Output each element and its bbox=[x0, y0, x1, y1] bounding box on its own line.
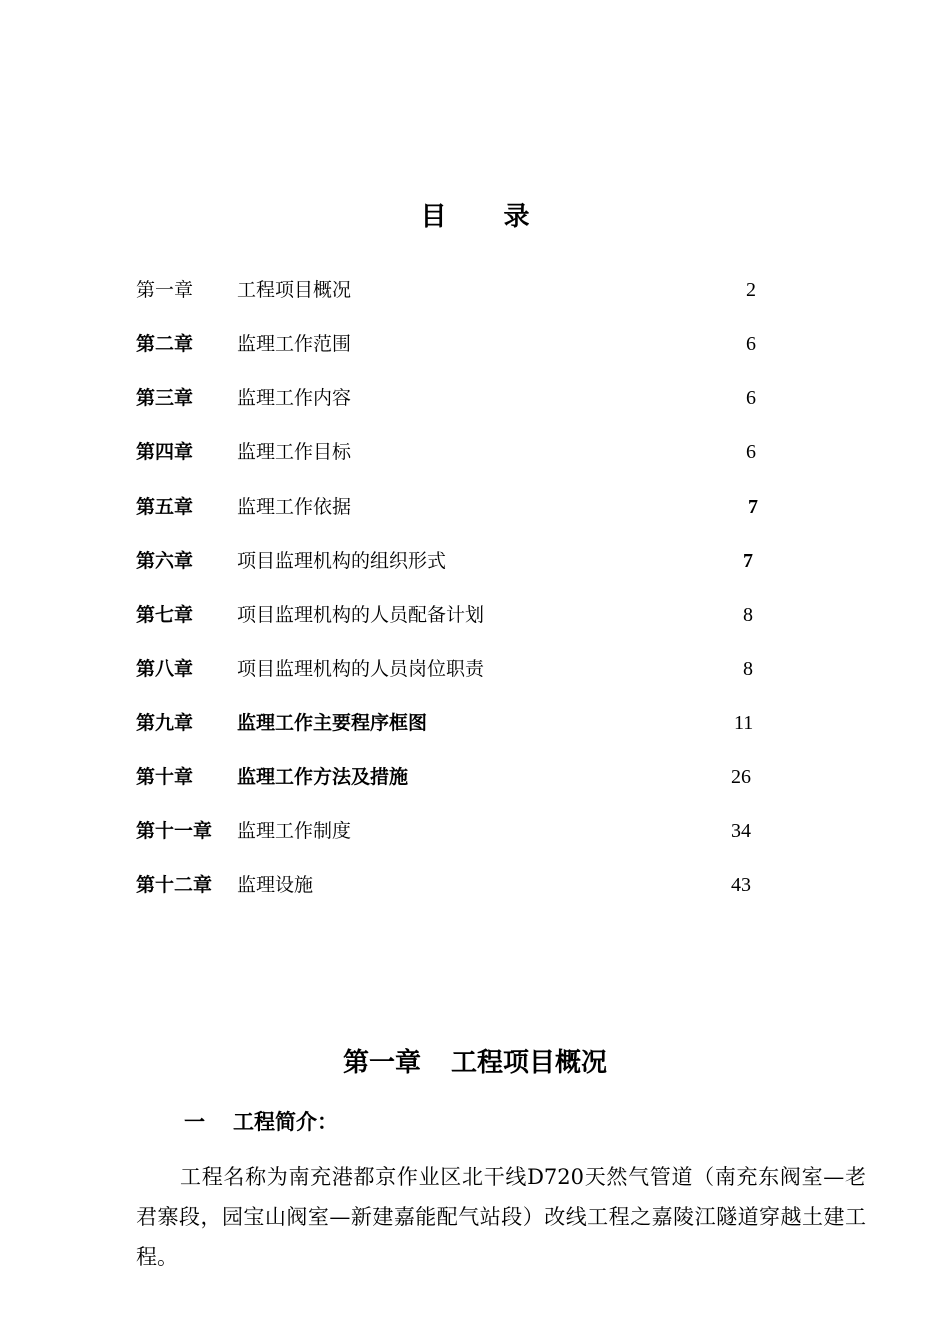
toc-entry-12[interactable] bbox=[136, 870, 758, 900]
toc-entry-3[interactable] bbox=[136, 383, 758, 413]
toc-page-number: 6 bbox=[746, 441, 756, 463]
toc-page-number: 7 bbox=[743, 550, 753, 572]
toc-entry-title: 监理工作依据 bbox=[237, 496, 352, 518]
toc-chapter-label: 第三章 bbox=[136, 387, 194, 409]
toc-entry-title: 监理工作内容 bbox=[237, 387, 352, 409]
toc-chapter-label: 第四章 bbox=[136, 441, 194, 463]
chapter-title: 工程项目概况 bbox=[451, 1048, 608, 1078]
toc-entry-title: 监理工作范围 bbox=[237, 333, 352, 355]
toc-chapter-label: 第十二章 bbox=[136, 874, 213, 896]
project-description-paragraph: 工程名称为南充港都京作业区北干线D720天然气管道（南充东阀室—老君寨段，园宝山阀室—新建嘉能配气站段）改线工程之嘉陵江隧道穿越土建工程。 bbox=[136, 1165, 866, 1269]
toc-page-number: 34 bbox=[731, 820, 751, 842]
toc-page-number: 8 bbox=[743, 658, 753, 680]
toc-title: 目 录 bbox=[420, 202, 554, 232]
toc-entry-title: 项目监理机构的组织形式 bbox=[237, 550, 447, 572]
toc-entry-10[interactable] bbox=[136, 762, 758, 792]
toc-entry-2[interactable] bbox=[136, 329, 758, 359]
toc-chapter-label: 第八章 bbox=[136, 658, 194, 680]
toc-page-number: 8 bbox=[743, 604, 753, 626]
toc-page-number: 6 bbox=[746, 387, 756, 409]
toc-entry-8[interactable] bbox=[136, 654, 758, 684]
toc-entry-1[interactable] bbox=[136, 275, 758, 305]
toc-entry-6[interactable] bbox=[136, 546, 758, 576]
toc-entry-11[interactable] bbox=[136, 816, 758, 846]
toc-entry-title: 项目监理机构的人员配备计划 bbox=[237, 604, 485, 626]
toc-entry-9[interactable] bbox=[136, 708, 758, 738]
toc-entry-title: 项目监理机构的人员岗位职责 bbox=[237, 658, 485, 680]
toc-chapter-label: 第六章 bbox=[136, 550, 194, 572]
toc-chapter-label: 第十一章 bbox=[136, 820, 213, 842]
toc-entry-4[interactable] bbox=[136, 437, 758, 467]
section-number: 一 bbox=[184, 1110, 205, 1134]
toc-chapter-label: 第十章 bbox=[136, 766, 194, 788]
toc-page-number: 43 bbox=[731, 874, 751, 896]
section-heading bbox=[184, 1106, 338, 1136]
toc-page-number: 2 bbox=[746, 279, 756, 301]
section-title: 工程简介： bbox=[233, 1110, 338, 1134]
toc-entry-title: 监理设施 bbox=[237, 874, 314, 896]
chapter-heading bbox=[0, 1042, 950, 1079]
toc-page-number: 11 bbox=[734, 712, 754, 734]
toc-chapter-label: 第七章 bbox=[136, 604, 194, 626]
toc-chapter-label: 第一章 bbox=[136, 279, 194, 301]
toc-entry-title: 工程项目概况 bbox=[237, 279, 352, 301]
toc-entry-title: 监理工作制度 bbox=[237, 820, 352, 842]
toc-entry-title: 监理工作主要程序框图 bbox=[237, 712, 428, 734]
toc-entry-title: 监理工作方法及措施 bbox=[237, 766, 409, 788]
toc-entry-5[interactable] bbox=[136, 492, 758, 522]
toc-page-number: 6 bbox=[746, 333, 756, 355]
toc-chapter-label: 第五章 bbox=[136, 496, 194, 518]
chapter-number: 第一章 bbox=[342, 1048, 421, 1078]
toc-page-number: 26 bbox=[731, 766, 751, 788]
toc-entry-7[interactable] bbox=[136, 600, 758, 630]
toc-chapter-label: 第九章 bbox=[136, 712, 194, 734]
toc-chapter-label: 第二章 bbox=[136, 333, 194, 355]
toc-page-number: 7 bbox=[748, 496, 758, 518]
toc-entry-title: 监理工作目标 bbox=[237, 441, 352, 463]
